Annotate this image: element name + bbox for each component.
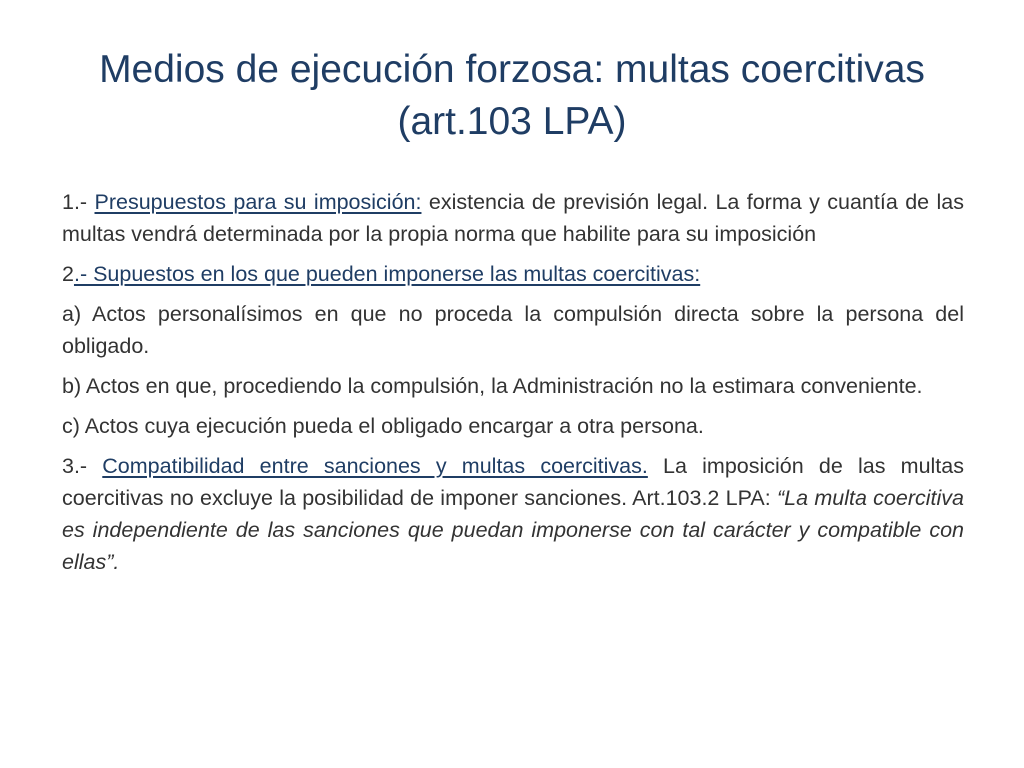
- paragraph-number: 1.-: [62, 190, 95, 214]
- paragraph-compatibilidad: [62, 450, 964, 578]
- section-heading: Presupuestos para su imposición:: [94, 190, 422, 214]
- slide-title: Medios de ejecución forzosa: multas coercitivas (art.103 LPA): [99, 48, 925, 143]
- section-heading: .- Supuestos en los que pueden imponerse las multas coercitivas:: [73, 262, 701, 286]
- legal-quote: “La multa coercitiva es independiente de las sanciones que puedan imponerse con tal carácter y compatible con ellas”.: [62, 486, 964, 574]
- list-item-a: a) Actos personalísimos en que no proceda la compulsión directa sobre la persona del obligado.: [62, 302, 964, 358]
- list-item-b: b) Actos en que, procediendo la compulsión, la Administración no la estimara conveniente.: [62, 374, 923, 398]
- paragraph-number: 3.-: [62, 454, 103, 478]
- paragraph-number: 2: [62, 262, 74, 286]
- list-item-c: c) Actos cuya ejecución pueda el obligado encargar a otra persona.: [62, 414, 704, 438]
- paragraph-presupuestos: [62, 186, 964, 250]
- section-heading: Compatibilidad entre sanciones y multas coercitivas.: [102, 454, 648, 478]
- slide-body: [62, 186, 964, 586]
- paragraph-text: existencia de previsión legal. La forma y cuantía de las multas vendrá determinada por la propia norma que habilite para su imposición: [62, 190, 964, 246]
- paragraph-text: La imposición de las multas coercitivas no excluye la posibilidad de imponer sanciones. Art.103.2 LPA:: [62, 454, 964, 510]
- paragraph-supuestos: [62, 258, 964, 290]
